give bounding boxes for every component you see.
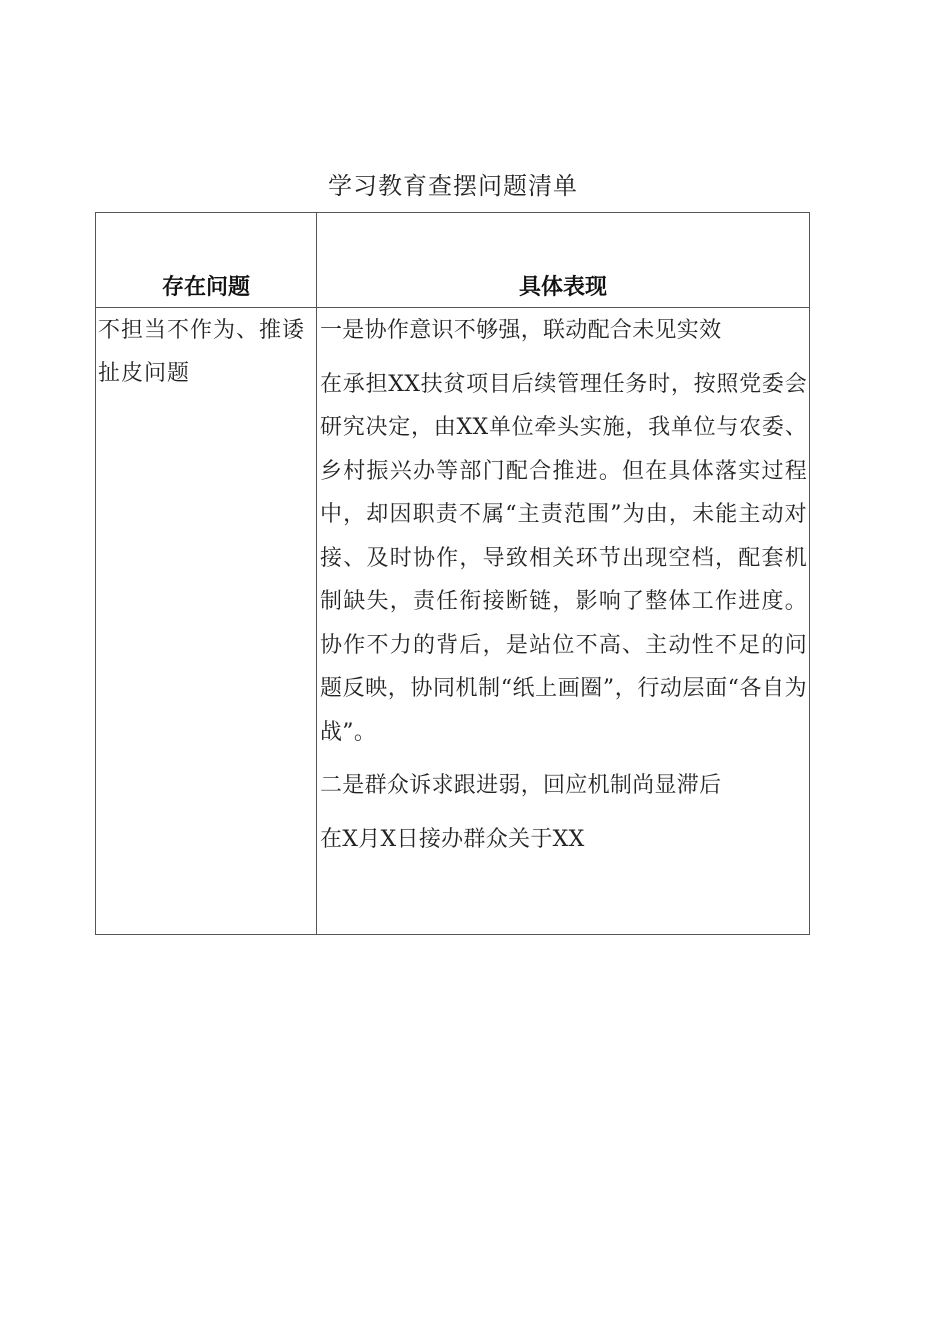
detail-paragraph-1: 在承担XX扶贫项目后续管理任务时，按照党委会研究决定，由XX单位牵头实施，我单位与农委、乡村振兴办等部门配合推进。但在具体落实过程中，却因职责不属“主责范围”为由，未能主动对接、及时协作，导致相关环节出现空档，配套机制缺失，责任衔接断链，影响了整体工作进度。协作不力的背后，是站位不高、主动性不足的问题反映，协同机制“纸上画圈”，行动层面“各自为战”。 <box>320 371 807 745</box>
table-header-row <box>96 213 810 308</box>
detail-cell <box>317 308 810 935</box>
document-title: 学习教育查摆问题清单 <box>328 172 578 200</box>
issue-cell: 不担当不作为、推诿扯皮问题 <box>96 308 317 935</box>
issue-list-table <box>95 212 810 935</box>
detail-subheading-1: 一是协作意识不够强，联动配合未见实效 <box>320 318 722 343</box>
detail-paragraph-2: 在X月X日接办群众关于XX <box>320 826 585 852</box>
header-issue: 存在问题 <box>96 213 317 308</box>
detail-subheading-2: 二是群众诉求跟进弱，回应机制尚显滞后 <box>320 773 722 798</box>
header-detail: 具体表现 <box>317 213 810 308</box>
table-row <box>96 308 810 935</box>
